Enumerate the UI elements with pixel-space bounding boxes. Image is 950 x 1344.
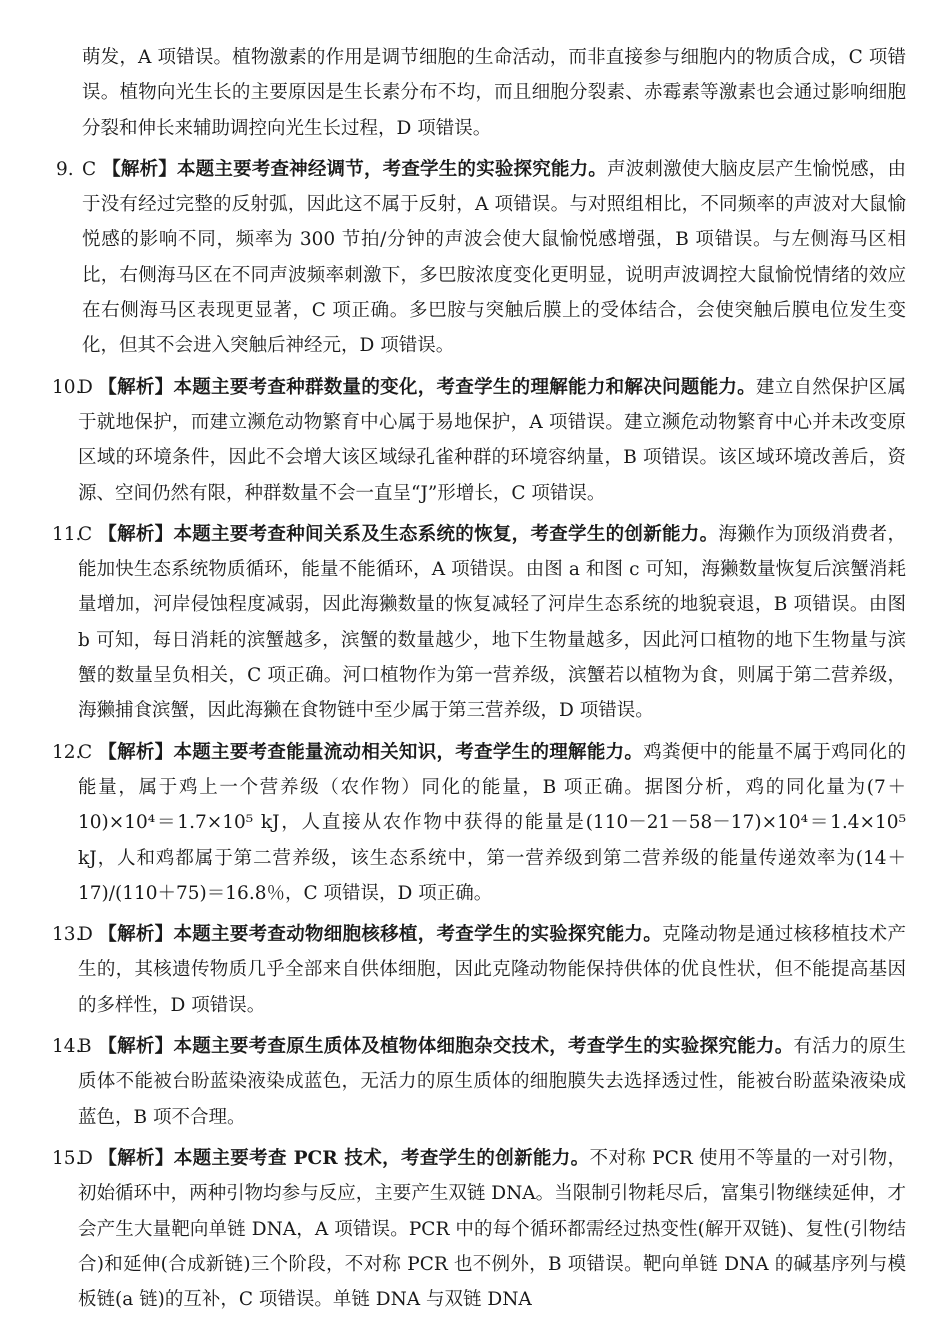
question-number: 12.: [52, 741, 82, 763]
question-focus: 本题主要考查能量流动相关知识，考查学生的理解能力。: [173, 741, 644, 763]
question-focus: 本题主要考查原生质体及植物体细胞杂交技术，考查学生的实验探究能力。: [173, 1036, 794, 1058]
analysis-tag: 【解析】: [98, 1147, 174, 1169]
question-number: 13.: [52, 924, 82, 946]
question-body: [78, 1029, 906, 1135]
question-focus: 本题主要考查神经调节，考查学生的实验探究能力。: [176, 158, 608, 180]
question-number: 14.: [52, 1036, 82, 1058]
analysis-tag: 【解析】: [98, 741, 174, 763]
answer-letter: C: [78, 523, 93, 545]
lead-paragraph: 萌发，A 项错误。植物激素的作用是调节细胞的生命活动，而非直接参与细胞内的物质合成，C 项错误。植物向光生长的主要原因是生长素分布不均，而且细胞分裂素、赤霉素等激素也会通过影响细胞分裂和伸长来辅助调控向光生长过程，D 项错误。: [82, 47, 906, 139]
question-focus: 本题主要考查种间关系及生态系统的恢复，考查学生的创新能力。: [173, 523, 719, 545]
question-body: [78, 917, 906, 1023]
answer-letter: B: [78, 1036, 92, 1058]
question-body: [78, 1141, 906, 1317]
answer-letter: C: [82, 158, 97, 180]
analysis-tag: 【解析】: [98, 376, 174, 398]
answer-letter: D: [78, 376, 93, 398]
answer-letter: D: [78, 924, 93, 946]
question-item-11: [52, 517, 906, 729]
answer-letter: D: [78, 1147, 93, 1169]
analysis-text: 鸡粪便中的能量不属于鸡同化的能量，属于鸡上一个营养级（农作物）同化的能量，B 项正确。据图分析，鸡的同化量为(7＋10)×10⁴＝1.7×10⁵ kJ，人直接从农作物中获得的能量是(110－21－58－17)×10⁴＝1.4×10⁵ kJ，人和鸡都属于第二营养级，该生态系统中，第一营养级到第二营养级的能量传递效率为(14＋17)/(110＋75)＝16.8％，C 项错误，D 项正确。: [78, 741, 906, 904]
question-body: [78, 370, 906, 511]
analysis-text: 不对称 PCR 使用不等量的一对引物，初始循环中，两种引物均参与反应，主要产生双链 DNA。当限制引物耗尽后，富集引物继续延伸，才会产生大量靶向单链 DNA，A 项错误。PCR 中的每个循环都需经过热变性(解开双链)、复性(引物结合)和延伸(合成新链)三个阶段，不对称 PCR 也不例外，B 项错误。靶向单链 DNA 的碱基序列与模板链(a 链)的互补，C 项错误。单链 DNA 与双链 DNA: [78, 1147, 906, 1311]
question-number: 9.: [56, 158, 74, 180]
analysis-tag: 【解析】: [98, 924, 174, 946]
analysis-tag: 【解析】: [98, 1036, 174, 1058]
analysis-text: 克隆动物是通过核移植技术产生的，其核遗传物质几乎全部来自供体细胞，因此克隆动物能保持供体的优良性状，但不能提高基因的多样性，D 项错误。: [78, 924, 906, 1016]
question-item-15: [52, 1141, 906, 1317]
question-body: [82, 152, 906, 364]
question-body: [78, 735, 906, 911]
analysis-text: 建立自然保护区属于就地保护，而建立濒危动物繁育中心属于易地保护，A 项错误。建立濒危动物繁育中心并未改变原区域的环境条件，因此不会增大该区域绿孔雀种群的环境容纳量，B 项错误。该区域环境改善后，资源、空间仍然有限，种群数量不会一直呈“J”形增长，C 项错误。: [78, 376, 906, 504]
answer-letter: C: [78, 741, 93, 763]
question-number: 15.: [52, 1147, 82, 1169]
analysis-tag: 【解析】: [102, 158, 177, 180]
question-body: [78, 517, 906, 729]
question-focus: 本题主要考查种群数量的变化，考查学生的理解能力和解决问题能力。: [173, 376, 756, 398]
question-focus: 本题主要考查 PCR 技术，考查学生的创新能力。: [173, 1147, 590, 1169]
question-item-10: [52, 370, 906, 511]
question-item-9: [56, 152, 906, 364]
question-number: 11.: [52, 523, 82, 545]
question-item-13: [52, 917, 906, 1023]
question-item-12: [52, 735, 906, 911]
analysis-tag: 【解析】: [98, 523, 174, 545]
analysis-text: 声波刺激使大脑皮层产生愉悦感，由于没有经过完整的反射弧，因此这不属于反射，A 项错误。与对照组相比，不同频率的声波对大鼠愉悦感的影响不同，频率为 300 节拍/分钟的声波会使大鼠愉悦感增强，B 项错误。与左侧海马区相比，右侧海马区在不同声波频率刺激下，多巴胺浓度变化更明显，说明声波调控大鼠愉悦情绪的效应在右侧海马区表现更显著，C 项正确。多巴胺与突触后膜上的受体结合，会使突触后膜电位发生变化，但其不会进入突触后神经元，D 项错误。: [82, 158, 906, 357]
question-item-14: [52, 1029, 906, 1135]
question-focus: 本题主要考查动物细胞核移植，考查学生的实验探究能力。: [173, 924, 662, 946]
question-number: 10.: [52, 376, 82, 398]
analysis-text: 海獭作为顶级消费者，能加快生态系统物质循环，能量不能循环，A 项错误。由图 a 和图 c 可知，海獭数量恢复后滨蟹消耗量增加，河岸侵蚀程度减弱，因此海獭数量的恢复减轻了河岸生态系统的地貌衰退，B 项错误。由图 b 可知，每日消耗的滨蟹越多，滨蟹的数量越少，地下生物量越多，因此河口植物的地下生物量与滨蟹的数量呈负相关，C 项正确。河口植物作为第一营养级，滨蟹若以植物为食，则属于第二营养级，海獭捕食滨蟹，因此海獭在食物链中至少属于第三营养级，D 项错误。: [78, 523, 906, 722]
analysis-text: 有活力的原生质体不能被台盼蓝染液染成蓝色，无活力的原生质体的细胞膜失去选择透过性，能被台盼蓝染液染成蓝色，B 项不合理。: [78, 1036, 906, 1128]
